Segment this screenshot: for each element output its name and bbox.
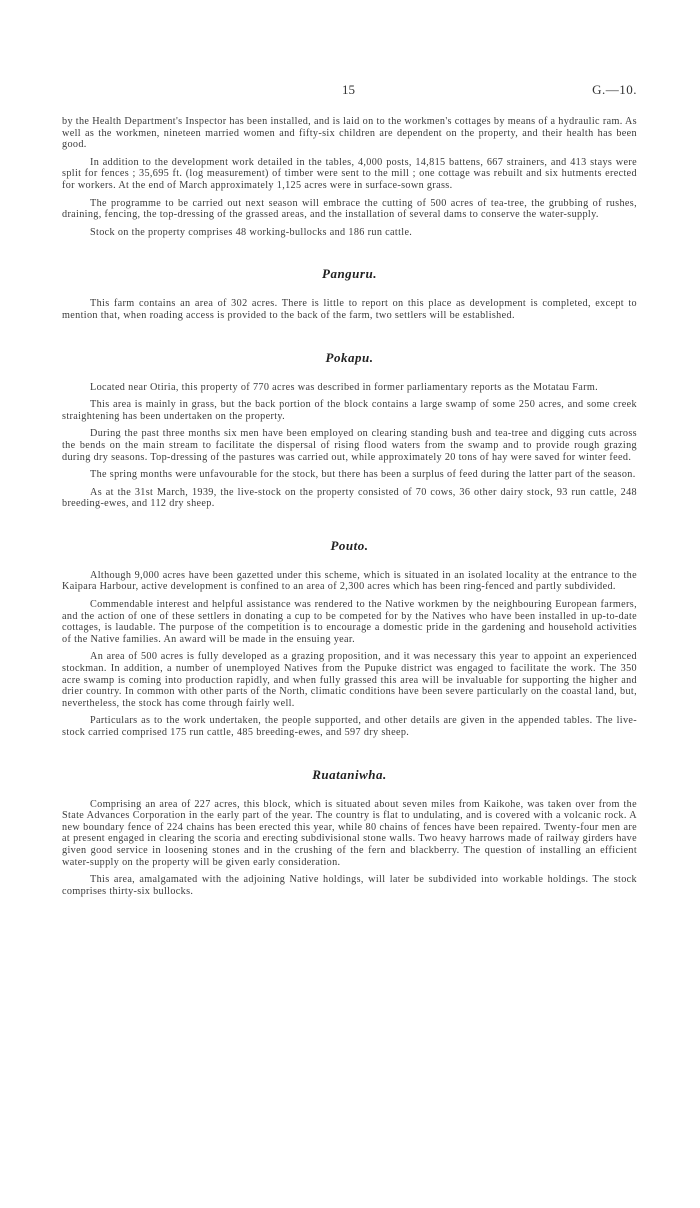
body-text xyxy=(62,116,637,903)
pouto-paragraph-3: An area of 500 acres is fully developed as a grazing proposition, and it was necessary this year to appoint an experienced stockman. In addition, a number of unemployed Natives from the Pupuke district was engaged to facilitate the work. The 350 acre swamp is coming into production rapidly, and when fully grassed this area will be invaluable for supporting the higher and drier country. In common with other parts of the North, climatic conditions have been severe particularly on the coastal land, but, nevertheless, the stock has come through fairly well. xyxy=(62,651,637,709)
intro-paragraph-2: In addition to the development work detailed in the tables, 4,000 posts, 14,815 battens, 667 strainers, and 413 stays were split for fences ; 35,695 ft. (log measurement) of timber were sent to the mill ; one cottage was rebuilt and six hutments erected for workers. At the end of March approximately 1,125 acres were in surface-sown grass. xyxy=(62,156,637,191)
section-heading-panguru: Panguru. xyxy=(322,266,377,282)
intro-paragraph-1: by the Health Department's Inspector has been installed, and is laid on to the workmen's cottages by means of a hydraulic ram. As well as the workmen, nineteen married women and fifty-six children are dependent on the property, and their health has been good. xyxy=(62,116,637,151)
section-heading-pouto: Pouto. xyxy=(330,537,369,553)
pouto-paragraph-4: Particulars as to the work undertaken, the people supported, and other details are given in the appended tables. The live-stock carried comprised 175 run cattle, 485 breeding-ewes, and 597 dry sheep. xyxy=(62,715,637,738)
page-number: 15 xyxy=(342,82,355,97)
pokapu-paragraph-5: As at the 31st March, 1939, the live-stock on the property consisted of 70 cows, 36 other dairy stock, 93 run cattle, 248 breeding-ewes, and 112 dry sheep. xyxy=(62,486,637,510)
ruataniwha-paragraph-1: Comprising an area of 227 acres, this block, which is situated about seven miles from Kaikohe, was taken over from the State Advances Corporation in the early part of the year. The country is flat to undulating, and is covered with a volcanic rock. A new boundary fence of 224 chains has been erected this year, while 80 chains of fences have been repaired. Twenty-four men are at present engaged in clearing the scoria and erecting subdivisional stone walls. Two heavy harrows made of railway girders have given good service in loosening stones and in the crushing of the fern and blackberry. The question of installing an efficient water-supply on the property will be given early consideration. xyxy=(62,798,637,868)
pokapu-paragraph-2: This area is mainly in grass, but the back portion of the block contains a large swamp of some 250 acres, and some creek straightening has been undertaken on the property. xyxy=(62,399,637,422)
pokapu-paragraph-4: The spring months were unfavourable for the stock, but there has been a surplus of feed during the latter part of the season. xyxy=(90,469,636,481)
section-heading-ruataniwha: Ruataniwha. xyxy=(312,766,387,782)
intro-paragraph-4: Stock on the property comprises 48 working-bullocks and 186 run cattle. xyxy=(90,226,413,238)
panguru-paragraph-1: This farm contains an area of 302 acres. There is little to report on this place as development is completed, except to mention that, when roading access is provided to the back of the farm, two settlers will be established. xyxy=(62,298,637,321)
pokapu-paragraph-3: During the past three months six men have been employed on clearing standing bush and tea-tree and digging cuts across the bends on the main stream to facilitate the dispersal of rising flood waters from the swamp and to provide rough grazing during dry seasons. Top-dressing of the pastures was carried out, while approximately 20 tons of hay were saved for winter feed. xyxy=(62,428,637,463)
document-reference: G.—10. xyxy=(592,82,637,97)
section-heading-pokapu: Pokapu. xyxy=(325,349,374,365)
pouto-paragraph-1: Although 9,000 acres have been gazetted under this scheme, which is situated in an isolated locality at the entrance to the Kaipara Harbour, active development is confined to an area of 2,300 acres which has been ring-fenced and partly subdivided. xyxy=(62,569,637,593)
pouto-paragraph-2: Commendable interest and helpful assistance was rendered to the Native workmen by the neighbouring European farmers, and the action of one of these settlers in donating a cup to be competed for by the Natives who have been installed in up-to-date cottages, is laudable. The purpose of the competition is to encourage a domestic pride in the gardening and household activities of the Native families. An award will be made in the ensuing year. xyxy=(62,599,637,645)
page-header xyxy=(62,82,637,102)
intro-paragraph-3: The programme to be carried out next season will embrace the cutting of 500 acres of tea-tree, the grubbing of rushes, draining, fencing, the top-dressing of the grassed areas, and the installation of several dams to conserve the water-supply. xyxy=(62,197,637,221)
pokapu-paragraph-1: Located near Otiria, this property of 770 acres was described in former parliamentary reports as the Motatau Farm. xyxy=(90,381,599,393)
ruataniwha-paragraph-2: This area, amalgamated with the adjoining Native holdings, will later be subdivided into workable holdings. The stock comprises thirty-six bullocks. xyxy=(62,874,637,897)
